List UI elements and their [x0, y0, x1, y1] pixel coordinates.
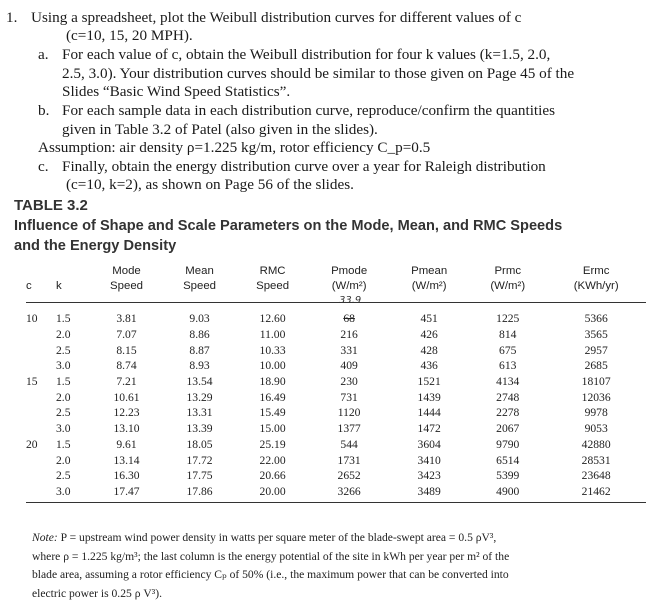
cell-ermc: 42880 [581, 437, 611, 451]
cell-mode: 17.47 [90, 484, 163, 503]
cell-k: 3.0 [56, 422, 71, 436]
cell-rmc: 20.66 [259, 469, 286, 483]
cell-prmc: 1225 [496, 312, 520, 326]
question-number: 1. [6, 9, 18, 26]
cell-rmc: 15.49 [259, 406, 286, 420]
cell-pmean: 3489 [389, 484, 469, 503]
cell-prmc: 4134 [496, 375, 520, 389]
cell-pmean: 451 [420, 312, 438, 326]
cell-pmode: 1377 [337, 422, 361, 436]
cell-k: 1.5 [56, 375, 71, 389]
cell-pmode: 230 [340, 375, 358, 389]
cell-mean: 13.54 [186, 375, 213, 389]
cell-mode: 7.07 [116, 328, 137, 342]
cell-pmode: 544 [340, 437, 358, 451]
table-caption [14, 216, 654, 256]
part-b-label: b. [38, 102, 50, 119]
table-header-row [26, 264, 646, 303]
cell-pmean: 428 [420, 343, 438, 357]
table-row [26, 374, 646, 390]
cell-k: 2.0 [56, 390, 71, 404]
note-line4: electric power is 0.25 ρ V³). [32, 586, 162, 600]
question-intro-line2: (c=10, 15, 20 MPH). [66, 27, 193, 44]
cell-c: 10 [26, 312, 38, 326]
table-row [26, 358, 646, 374]
cell-k: 2.0 [56, 453, 71, 467]
part-b-line2: given in Table 3.2 of Patel (also given in the slides). [62, 121, 378, 138]
part-c-label: c. [38, 158, 49, 175]
cell-ermc: 23648 [581, 469, 611, 483]
table-row [26, 342, 646, 358]
cell-ermc: 12036 [581, 390, 611, 404]
part-c-line2: (c=10, k=2), as shown on Page 56 of the slides. [66, 176, 354, 193]
cell-mean: 8.87 [189, 343, 210, 357]
header-c: c [26, 264, 56, 303]
cell-prmc: 2278 [496, 406, 520, 420]
table-row [26, 389, 646, 405]
cell-mode: 13.10 [113, 422, 140, 436]
cell-c [26, 358, 56, 374]
cell-rmc: 18.90 [259, 375, 286, 389]
cell-ermc: 9978 [584, 406, 608, 420]
question-intro-line1: Using a spreadsheet, plot the Weibull distribution curves for different values of c [31, 9, 522, 26]
cell-pmode: 331 [340, 343, 358, 357]
cell-pmode: 1120 [337, 406, 361, 420]
table-row [26, 484, 646, 503]
cell-rmc: 10.00 [259, 359, 286, 373]
cell-ermc: 9053 [584, 422, 608, 436]
cell-rmc: 22.00 [259, 453, 286, 467]
cell-c [26, 342, 56, 358]
note-line3: blade area, assuming a rotor efficiency Cₚ of 50% (i.e., the maximum power that can be converted into [32, 568, 509, 582]
cell-mode: 16.30 [113, 469, 140, 483]
cell-mean: 8.86 [189, 328, 210, 342]
cell-pmode: 3266 [309, 484, 389, 503]
cell-c [26, 468, 56, 484]
cell-c: 15 [26, 375, 38, 389]
header-ermc: Ermc (KWh/yr) [546, 264, 646, 303]
cell-prmc: 613 [499, 359, 517, 373]
table-row [26, 405, 646, 421]
header-mode: Mode Speed [90, 264, 163, 303]
table-row [26, 303, 646, 327]
cell-mean: 17.86 [163, 484, 236, 503]
cell-mean: 17.72 [186, 453, 213, 467]
cell-rmc: 10.33 [259, 343, 286, 357]
cell-k: 2.5 [56, 343, 71, 357]
cell-ermc: 2957 [584, 343, 608, 357]
cell-mean: 8.93 [189, 359, 210, 373]
header-prmc: Prmc (W/m²) [469, 264, 546, 303]
cell-pmode: 1731 [337, 453, 361, 467]
table-caption-line2: and the Energy Density [14, 238, 177, 254]
table-row [26, 468, 646, 484]
cell-mode: 13.14 [113, 453, 140, 467]
cell-pmode: 68 [343, 312, 355, 326]
cell-pmean: 426 [420, 328, 438, 342]
cell-prmc: 2748 [496, 390, 520, 404]
header-pmean: Pmean (W/m²) [389, 264, 469, 303]
cell-rmc: 12.60 [259, 312, 286, 326]
cell-pmean: 1472 [417, 422, 441, 436]
cell-k: 2.5 [56, 469, 71, 483]
cell-mean: 17.75 [186, 469, 213, 483]
cell-k: 1.5 [56, 437, 71, 451]
cell-ermc: 2685 [584, 359, 608, 373]
table-row [26, 437, 646, 453]
weibull-table [26, 264, 646, 503]
cell-ermc: 5366 [584, 312, 608, 326]
part-a-line2: 2.5, 3.0). Your distribution curves should be similar to those given on Page 45 of the [62, 65, 575, 82]
cell-k: 1.5 [56, 312, 71, 326]
cell-rmc: 20.00 [236, 484, 309, 503]
cell-prmc: 5399 [496, 469, 520, 483]
handwritten-annotation: 33.9 [339, 295, 362, 306]
header-pmode: Pmode (W/m²) [309, 264, 389, 303]
header-rmc: RMC Speed [236, 264, 309, 303]
note-line1: P = upstream wind power density in watts per square meter of the blade-swept area = 0.5 ρV³, [60, 531, 497, 544]
cell-mean: 9.03 [189, 312, 210, 326]
cell-mean: 13.29 [186, 390, 213, 404]
cell-c [26, 421, 56, 437]
cell-k: 3.0 [56, 359, 71, 373]
cell-prmc: 9790 [496, 437, 520, 451]
note-label: Note: [32, 531, 58, 544]
cell-c [26, 405, 56, 421]
cell-pmean: 1444 [417, 406, 441, 420]
cell-prmc: 675 [499, 343, 517, 357]
table-note [32, 529, 652, 603]
cell-prmc: 814 [499, 328, 517, 342]
cell-pmode: 216 [340, 328, 358, 342]
cell-mode: 8.15 [116, 343, 137, 357]
cell-pmode: 2652 [337, 469, 361, 483]
cell-k: 2.5 [56, 406, 71, 420]
note-line2: where ρ = 1.225 kg/m³; the last column is the energy potential of the site in kWh per year per m² of the [32, 549, 510, 563]
cell-c [26, 327, 56, 343]
assumption-text: Assumption: air density ρ=1.225 kg/m, rotor efficiency C_p=0.5 [38, 139, 431, 156]
part-b-line1: For each sample data in each distribution curve, reproduce/confirm the quantities [62, 102, 556, 119]
cell-c [26, 389, 56, 405]
cell-mode: 10.61 [113, 390, 140, 404]
cell-rmc: 25.19 [259, 437, 286, 451]
cell-mode: 8.74 [116, 359, 137, 373]
cell-mean: 18.05 [186, 437, 213, 451]
cell-mean: 13.39 [186, 422, 213, 436]
table-label: TABLE 3.2 [14, 197, 88, 214]
cell-ermc: 3565 [584, 328, 608, 342]
cell-prmc: 2067 [496, 422, 520, 436]
table-row [26, 421, 646, 437]
header-mean: Mean Speed [163, 264, 236, 303]
cell-mean: 13.31 [186, 406, 213, 420]
cell-ermc: 18107 [581, 375, 611, 389]
cell-prmc: 4900 [469, 484, 546, 503]
table-row [26, 452, 646, 468]
cell-c [26, 484, 56, 503]
cell-rmc: 11.00 [259, 328, 286, 342]
cell-pmean: 3423 [417, 469, 441, 483]
cell-pmean: 3604 [417, 437, 441, 451]
table-row [26, 327, 646, 343]
cell-pmode: 731 [340, 390, 358, 404]
cell-pmean: 3410 [417, 453, 441, 467]
cell-prmc: 6514 [496, 453, 520, 467]
cell-mode: 12.23 [113, 406, 140, 420]
part-a-line3: Slides “Basic Wind Speed Statistics”. [62, 83, 291, 100]
part-a-label: a. [38, 46, 49, 63]
cell-mode: 7.21 [116, 375, 137, 389]
cell-mode: 9.61 [116, 437, 137, 451]
cell-rmc: 15.00 [259, 422, 286, 436]
table-caption-line1: Influence of Shape and Scale Parameters on the Mode, Mean, and RMC Speeds [14, 218, 563, 234]
header-k: k [56, 264, 90, 303]
part-c-line1: Finally, obtain the energy distribution curve over a year for Raleigh distribution [62, 158, 546, 175]
part-a-line1: For each value of c, obtain the Weibull distribution for four k values (k=1.5, 2.0, [62, 46, 551, 63]
cell-pmean: 436 [420, 359, 438, 373]
cell-c [26, 452, 56, 468]
cell-ermc: 21462 [546, 484, 646, 503]
cell-ermc: 28531 [581, 453, 611, 467]
cell-pmean: 1439 [417, 390, 441, 404]
cell-pmode: 409 [340, 359, 358, 373]
cell-k: 3.0 [56, 484, 90, 503]
cell-k: 2.0 [56, 328, 71, 342]
cell-mode: 3.81 [116, 312, 137, 326]
cell-pmean: 1521 [417, 375, 441, 389]
cell-rmc: 16.49 [259, 390, 286, 404]
cell-c: 20 [26, 437, 38, 451]
